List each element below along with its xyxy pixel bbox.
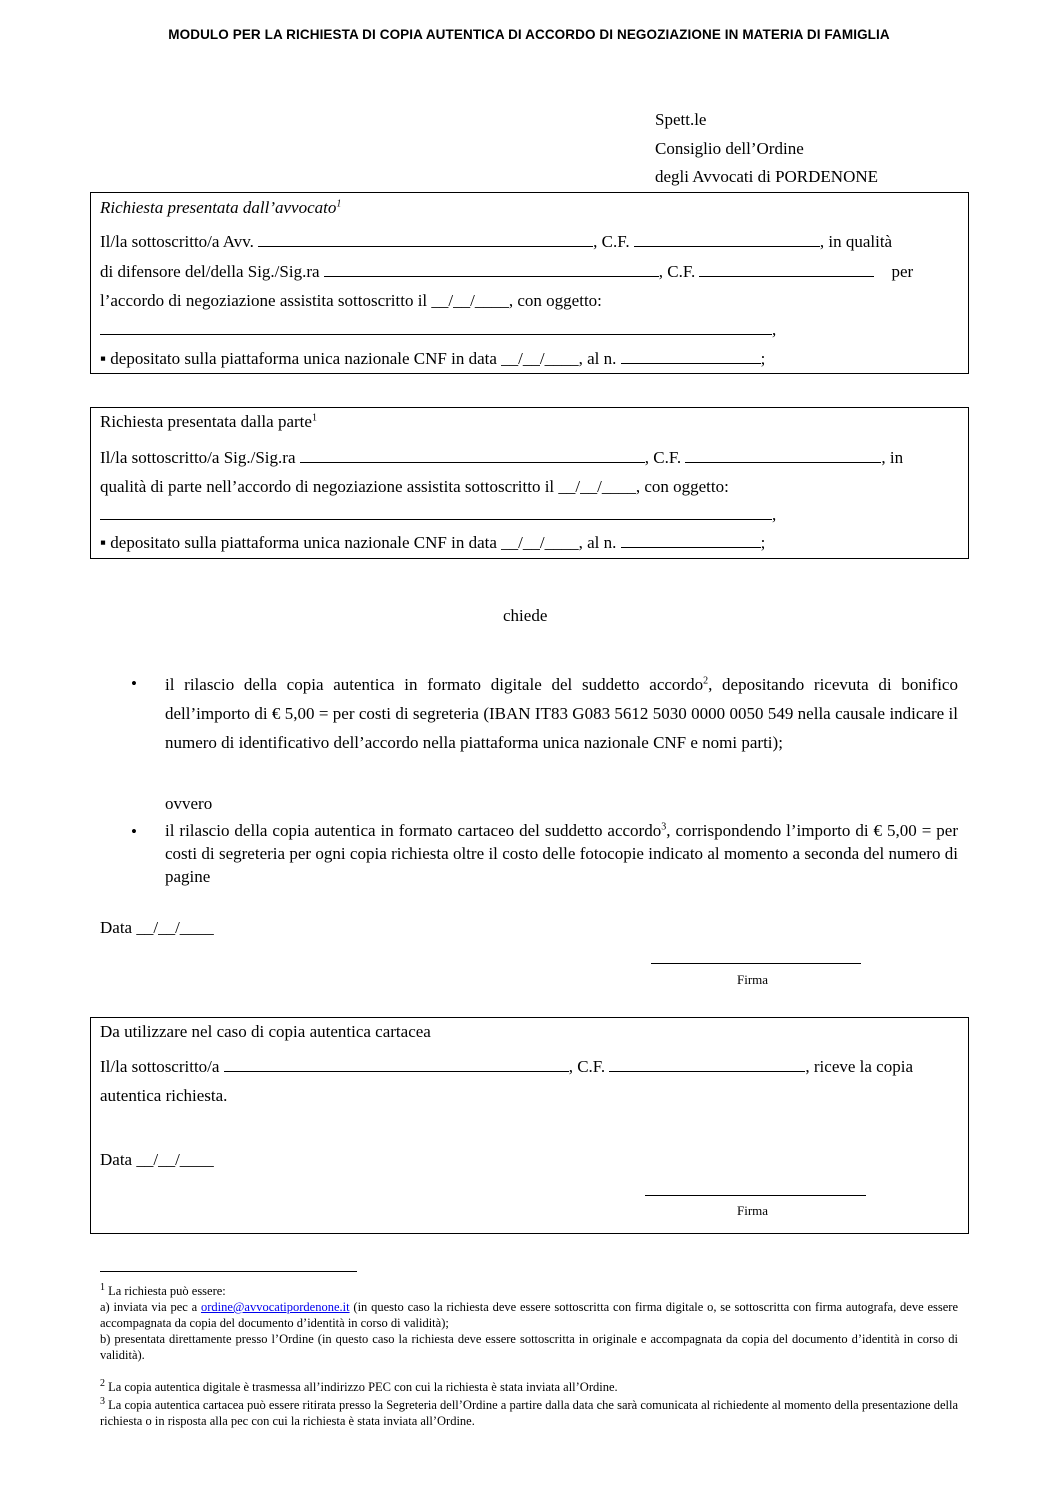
party-cf-field[interactable]	[685, 448, 881, 463]
lawyer-line-3: l’accordo di negoziazione assistita sottoscritto il __/__/____, con oggetto:	[100, 291, 602, 310]
receiver-cf-field[interactable]	[609, 1057, 805, 1072]
party-line-1: Il/la sottoscritto/a Sig./Sig.ra , C.F. , in	[100, 448, 904, 467]
party-agreement-date-field[interactable]: __/__/____	[558, 477, 636, 496]
receipt-line-2: autentica richiesta.	[100, 1086, 228, 1105]
address-line-3: degli Avvocati di PORDENONE	[655, 167, 879, 186]
receiver-name-field[interactable]	[224, 1057, 569, 1072]
lawyer-request-box	[90, 192, 969, 374]
paper-copy-receipt-box	[90, 1017, 969, 1234]
lawyer-line-2: di difensore del/della Sig./Sig.ra , C.F. per	[100, 262, 914, 281]
party-deposit-date-field[interactable]: __/__/____	[501, 533, 579, 552]
footnote-1: $^1$ La richiesta può essere: a) inviata via pec a ordine@avvocatipordenone.it (in questo caso la richiesta deve essere sottoscritta con firma digitale o, se sottoscritta con firma autografa, deve essere accompagnata da copia del documento d’identità in corso di validità); b) presentata direttamente presso l’Ordine (in questo caso la richiesta deve essere sottoscritta in originale e accompagnata da copia del documento d’identità in corso di validità).	[100, 1281, 958, 1362]
party-deposit-number-field[interactable]	[621, 533, 761, 548]
receipt-date-field[interactable]: __/__/____	[136, 1150, 214, 1169]
party-request-heading: Richiesta presentata dalla parte$^1$	[100, 412, 317, 431]
party-line-4: ▪ depositato sulla piattaforma unica nazionale CNF in data __/__/____, al n. ;	[100, 533, 766, 552]
recipient-address	[655, 106, 878, 192]
request-date-field[interactable]: __/__/____	[136, 918, 214, 937]
signature-line[interactable]	[651, 963, 861, 964]
client-name-field[interactable]	[324, 262, 659, 277]
document-title: MODULO PER LA RICHIESTA DI COPIA AUTENTICA DI ACCORDO DI NEGOZIAZIONE IN MATERIA DI FAMIGLIA	[168, 27, 890, 42]
receipt-heading: Da utilizzare nel caso di copia autentica cartacea	[100, 1022, 431, 1041]
paper-copy-option: il rilascio della copia autentica in formato cartaceo del suddetto accordo$^3$, corrispondendo l’importo di € 5,00 = per costi di segreteria per ogni copia richiesta oltre il costo delle fotocopie indicato al momento a seconda del numero di pagine	[165, 821, 958, 886]
party-name-field[interactable]	[300, 448, 645, 463]
party-line-2: qualità di parte nell’accordo di negoziazione assistita sottoscritto il __/__/____, con oggetto:	[100, 477, 729, 496]
address-line-2: Consiglio dell’Ordine	[655, 138, 804, 158]
footnote-ref-3[interactable]: 3	[661, 821, 667, 833]
deposit-number-field[interactable]	[621, 349, 761, 364]
client-cf-field[interactable]	[699, 262, 874, 277]
lawyer-line-1: Il/la sottoscritto/a Avv. , C.F. , in qualità	[100, 232, 893, 251]
chiede-heading: chiede	[503, 606, 548, 625]
footnote-separator	[100, 1271, 357, 1272]
lawyer-line-4: ,	[100, 320, 776, 340]
address-line-1: Spett.le	[655, 110, 707, 129]
signature-label: Firma	[737, 972, 769, 987]
footnote-2: $^2$ La copia autentica digitale è trasmessa all’indirizzo PEC con cui la richiesta è stata inviata all’Ordine.	[100, 1377, 618, 1394]
lawyer-line-5: ▪ depositato sulla piattaforma unica nazionale CNF in data __/__/____, al n. ;	[100, 349, 766, 368]
bullet-dot: •	[131, 822, 137, 841]
footnote-ref-2[interactable]: 2	[703, 675, 709, 687]
receipt-signature-label: Firma	[737, 1203, 769, 1218]
deposit-date-field[interactable]: __/__/____	[501, 349, 579, 368]
lawyer-name-field[interactable]	[258, 232, 593, 247]
date-row: Data __/__/____	[100, 918, 214, 937]
ovvero-label: ovvero	[165, 794, 213, 813]
footnote-3: $^3$ La copia autentica cartacea può essere ritirata presso la Segreteria dell’Ordine a partire dalla data che sarà comunicata al richiedente al momento della presentazione della richiesta o in risposta alla pec con cui la richiesta è stata inviata all’Ordine.	[100, 1395, 958, 1428]
party-line-3: ,	[100, 505, 776, 525]
footnote-ref-1[interactable]: 1	[336, 198, 342, 210]
receipt-date-row: Data __/__/____	[100, 1150, 214, 1169]
party-subject-field[interactable]	[100, 505, 772, 520]
agreement-date-field[interactable]: __/__/____	[431, 291, 509, 310]
receipt-line-1: Il/la sottoscritto/a , C.F. , riceve la copia	[100, 1057, 913, 1076]
email-link[interactable]: ordine@avvocatipordenone.it	[200, 1300, 350, 1314]
lawyer-request-heading: Richiesta presentata dall’avvocato$^1$	[100, 198, 342, 217]
receipt-signature-line[interactable]	[645, 1195, 866, 1196]
lawyer-cf-field[interactable]	[634, 232, 820, 247]
footnote-ref-1[interactable]: 1	[311, 412, 317, 424]
subject-field[interactable]	[100, 320, 772, 335]
bullet-dot: •	[131, 674, 137, 693]
digital-copy-option: il rilascio della copia autentica in formato digitale del suddetto accordo$^2$, depositando ricevuta di bonifico dell’importo di € 5,00 = per costi di segreteria (IBAN IT83 G083 5612 5030 0000 0050 549 nella causale indicare il numero di identificativo dell’accordo nella piattaforma unica nazionale CNF e nomi parti);	[165, 675, 958, 752]
